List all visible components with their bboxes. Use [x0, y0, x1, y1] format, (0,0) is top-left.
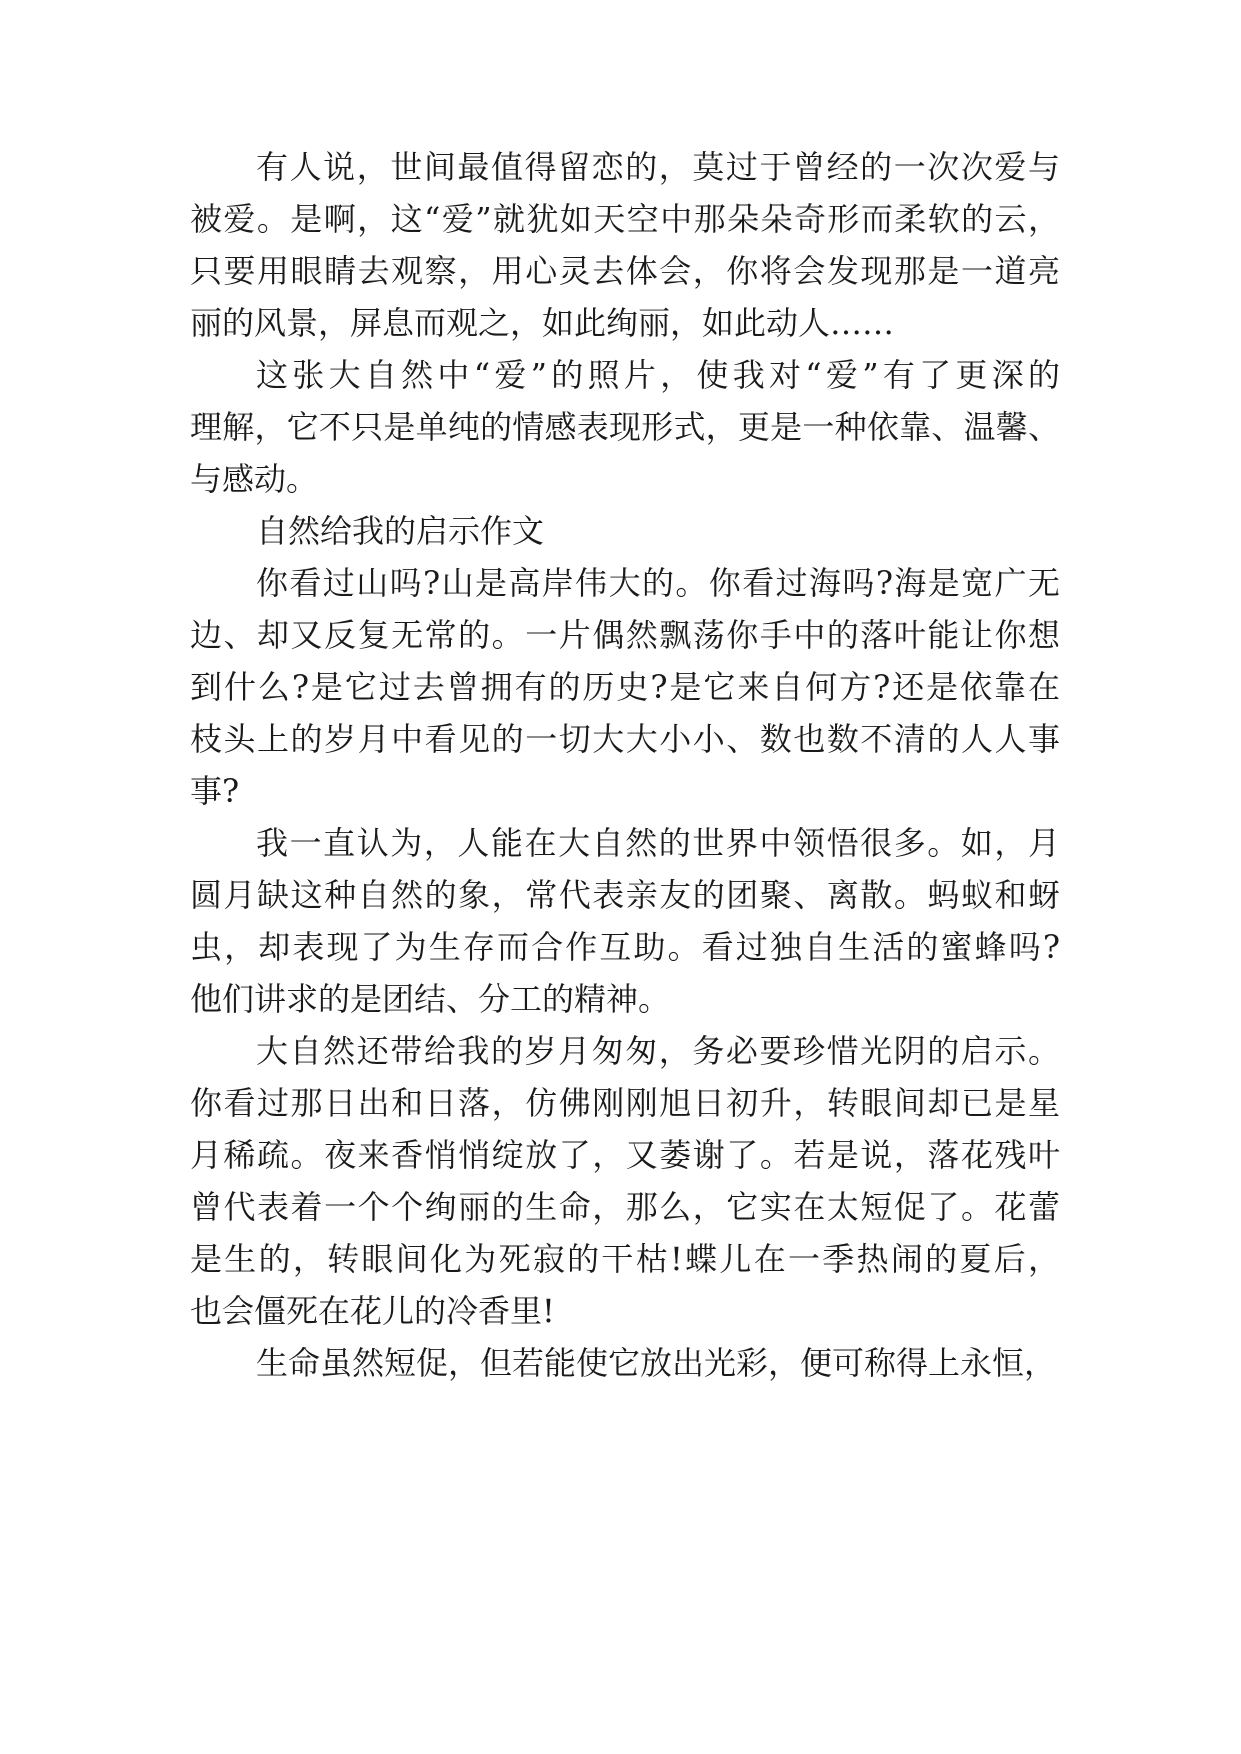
- text-line: 大自然还带给我的岁月匆匆，务必要珍惜光阴的启示。: [256, 1032, 1060, 1070]
- text-line: 他们讲求的是团结、分工的精神。: [190, 980, 671, 1018]
- text-line: 边、却又反复无常的。一片偶然飘荡你手中的落叶能让你想: [190, 616, 1060, 654]
- text-line: 生命虽然短促，但若能使它放出光彩，便可称得上永恒，: [256, 1344, 1057, 1382]
- text-line: 你看过那日出和日落，仿佛刚刚旭日初升，转眼间却已是星: [190, 1084, 1060, 1122]
- text-line: 只要用眼睛去观察，用心灵去体会，你将会发现那是一道亮: [190, 252, 1060, 290]
- text-line: 是生的，转眼间化为死寂的干枯!蝶儿在一季热闹的夏后，: [190, 1240, 1060, 1278]
- text-line: 被爱。是啊，这“爱”就犹如天空中那朵朵奇形而柔软的云，: [190, 200, 1060, 238]
- text-line: 事?: [190, 772, 240, 810]
- text-line: 枝头上的岁月中看见的一切大大小小、数也数不清的人人事: [190, 720, 1060, 758]
- text-line: 丽的风景，屏息而观之，如此绚丽，如此动人……: [190, 304, 895, 342]
- text-line: 我一直认为，人能在大自然的世界中领悟很多。如，月: [256, 824, 1060, 862]
- text-line: 你看过山吗?山是高岸伟大的。你看过海吗?海是宽广无: [256, 564, 1060, 602]
- text-line: 虫，却表现了为生存而合作互助。看过独自生活的蜜蜂吗?: [190, 928, 1060, 966]
- text-line: 理解，它不只是单纯的情感表现形式，更是一种依靠、温馨、: [190, 408, 1060, 446]
- text-line: 曾代表着一个个绚丽的生命，那么，它实在太短促了。花蕾: [190, 1188, 1060, 1226]
- text-line: 月稀疏。夜来香悄悄绽放了，又萎谢了。若是说，落花残叶: [190, 1136, 1060, 1174]
- text-line: 也会僵死在花儿的冷香里!: [190, 1292, 555, 1330]
- text-line: 这张大自然中“爱”的照片，使我对“爱”有了更深的: [256, 356, 1060, 394]
- text-line: 圆月缺这种自然的象，常代表亲友的团聚、离散。蚂蚁和蚜: [190, 876, 1060, 914]
- text-line: 与感动。: [190, 460, 319, 498]
- heading-line: 自然给我的启示作文: [256, 512, 545, 550]
- text-line: 到什么?是它过去曾拥有的历史?是它来自何方?还是依靠在: [190, 668, 1060, 706]
- text-line: 有人说，世间最值得留恋的，莫过于曾经的一次次爱与: [256, 148, 1060, 186]
